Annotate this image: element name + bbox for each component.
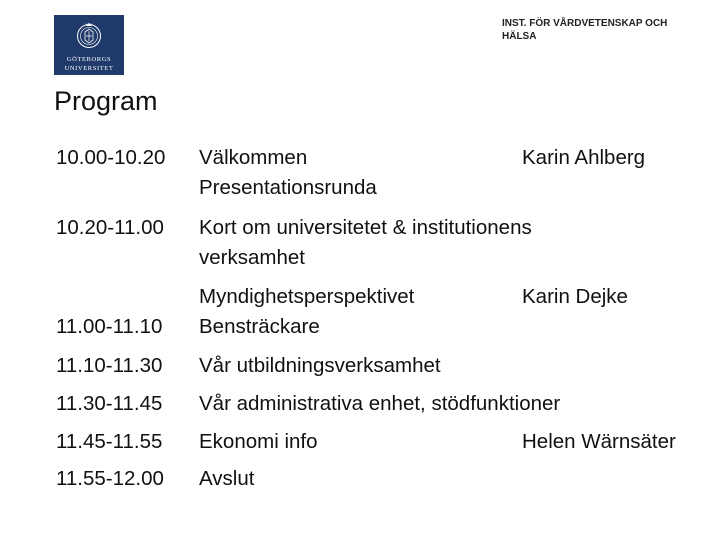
- department-name: INST. FÖR VÅRDVETENSKAP OCH HÄLSA: [502, 18, 668, 42]
- presenter: Helen Wärnsäter: [522, 430, 676, 453]
- logo-line-2: UNIVERSITET: [64, 65, 114, 72]
- page-title: Program: [54, 86, 158, 116]
- activity-line: Ekonomi info: [199, 430, 318, 453]
- university-logo: [54, 15, 124, 75]
- time-slot: 11.55-12.00: [56, 467, 164, 490]
- activity-line: Presentationsrunda: [199, 176, 377, 199]
- time-slot: 11.00-11.10: [56, 315, 163, 338]
- logo-line-1: GÖTEBORGS: [66, 56, 112, 63]
- crest-icon: [76, 19, 102, 53]
- presenter: Karin Ahlberg: [522, 146, 646, 169]
- activity-line: Myndighetsperspektivet: [199, 285, 415, 308]
- time-slot: 11.30-11.45: [56, 392, 163, 415]
- time-slot: 10.00-10.20: [56, 146, 166, 169]
- activity-line: verksamhet: [199, 246, 305, 269]
- presenter: Karin Dejke: [522, 285, 628, 308]
- time-slot: 10.20-11.00: [56, 216, 164, 239]
- time-slot: 11.45-11.55: [56, 430, 163, 453]
- activity-line: Avslut: [199, 467, 255, 490]
- activity-line: Vår utbildningsverksamhet: [199, 354, 441, 377]
- activity-line: Bensträckare: [199, 315, 320, 338]
- activity-line: Vår administrativa enhet, stödfunktioner: [199, 392, 561, 415]
- time-slot: 11.10-11.30: [56, 354, 163, 377]
- activity-line: Kort om universitetet & institutionens: [199, 216, 532, 239]
- activity-line: Välkommen: [199, 146, 308, 169]
